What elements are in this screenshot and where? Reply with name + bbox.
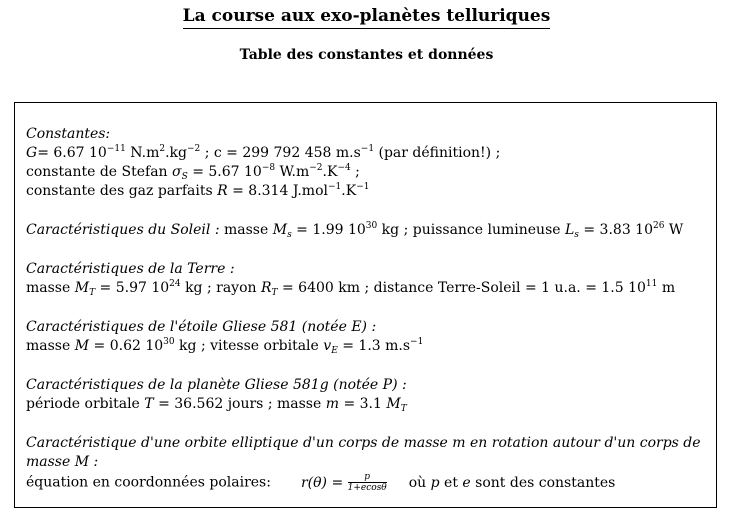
planet-heading: Caractéristiques de la planète Gliese 581g (notée P) : xyxy=(26,377,407,393)
constants-section xyxy=(26,125,706,201)
planet-section xyxy=(26,376,706,414)
page-subtitle: Table des constantes et données xyxy=(239,47,494,63)
sun-section xyxy=(26,221,706,240)
earth-line: masse $M_T = 5.97$ $10^{24}$ kg ; rayon $R_T = 6400$ km ; distance Terre-Soleil = 1 u.a. = 1.5 $10^{11}$ m xyxy=(26,279,676,298)
planet-line: période orbitale T = 36.562 jours ; masse m = 3.1 $M_T$ xyxy=(26,396,407,414)
star-line: masse M = 0.62 $10^{30}$ kg ; vitesse orbitale $v_E = 1.3$ $m.s^{-1}$ xyxy=(26,337,424,356)
orbit-section xyxy=(26,434,706,493)
page-title: La course aux exo-planètes telluriques xyxy=(0,6,733,26)
earth-heading: Caractéristiques de la Terre : xyxy=(26,261,235,277)
sun-line: Caractéristiques du Soleil : masse $M_s = 1.99$ $10^{30}$ kg ; puissance lumineuse $L_s = 3.83$ $10^{26}$ W xyxy=(26,221,684,240)
orbit-heading: Caractéristique d'une orbite elliptique d'un corps de masse m en rotation autour d'un corps de masse M : xyxy=(26,435,701,470)
orbit-equation-line: équation en coordonnées polaires: r(θ) = $\frac{p}{1+ecos\theta}$ où p et e sont des constantes xyxy=(26,472,616,493)
orbit-fraction: $\frac{p}{1+ecos\theta}$ xyxy=(347,472,387,493)
star-heading: Caractéristiques de l'étoile Gliese 581 (notée E) : xyxy=(26,319,377,335)
gas-constant-line: constante des gaz parfaits R = 8.314 $J.mol^{-1}.K^{-1}$ xyxy=(26,182,370,199)
star-section xyxy=(26,318,706,356)
gravitation-line: G= 6.67 $10^{-11}$ $N.m^2.kg^{-2}$ ; c = 299 792 458 $m.s^{-1}$ (par définition!) ; xyxy=(26,144,501,161)
earth-section xyxy=(26,260,706,298)
stefan-line: constante de Stefan $\sigma_S = 5.67$ $10^{-8}$ $W.m^{-2}.K^{-4}$ ; xyxy=(26,163,360,182)
constants-heading: Constantes: xyxy=(26,126,111,142)
data-box xyxy=(14,102,717,508)
sun-heading: Caractéristiques du Soleil : xyxy=(26,222,220,238)
